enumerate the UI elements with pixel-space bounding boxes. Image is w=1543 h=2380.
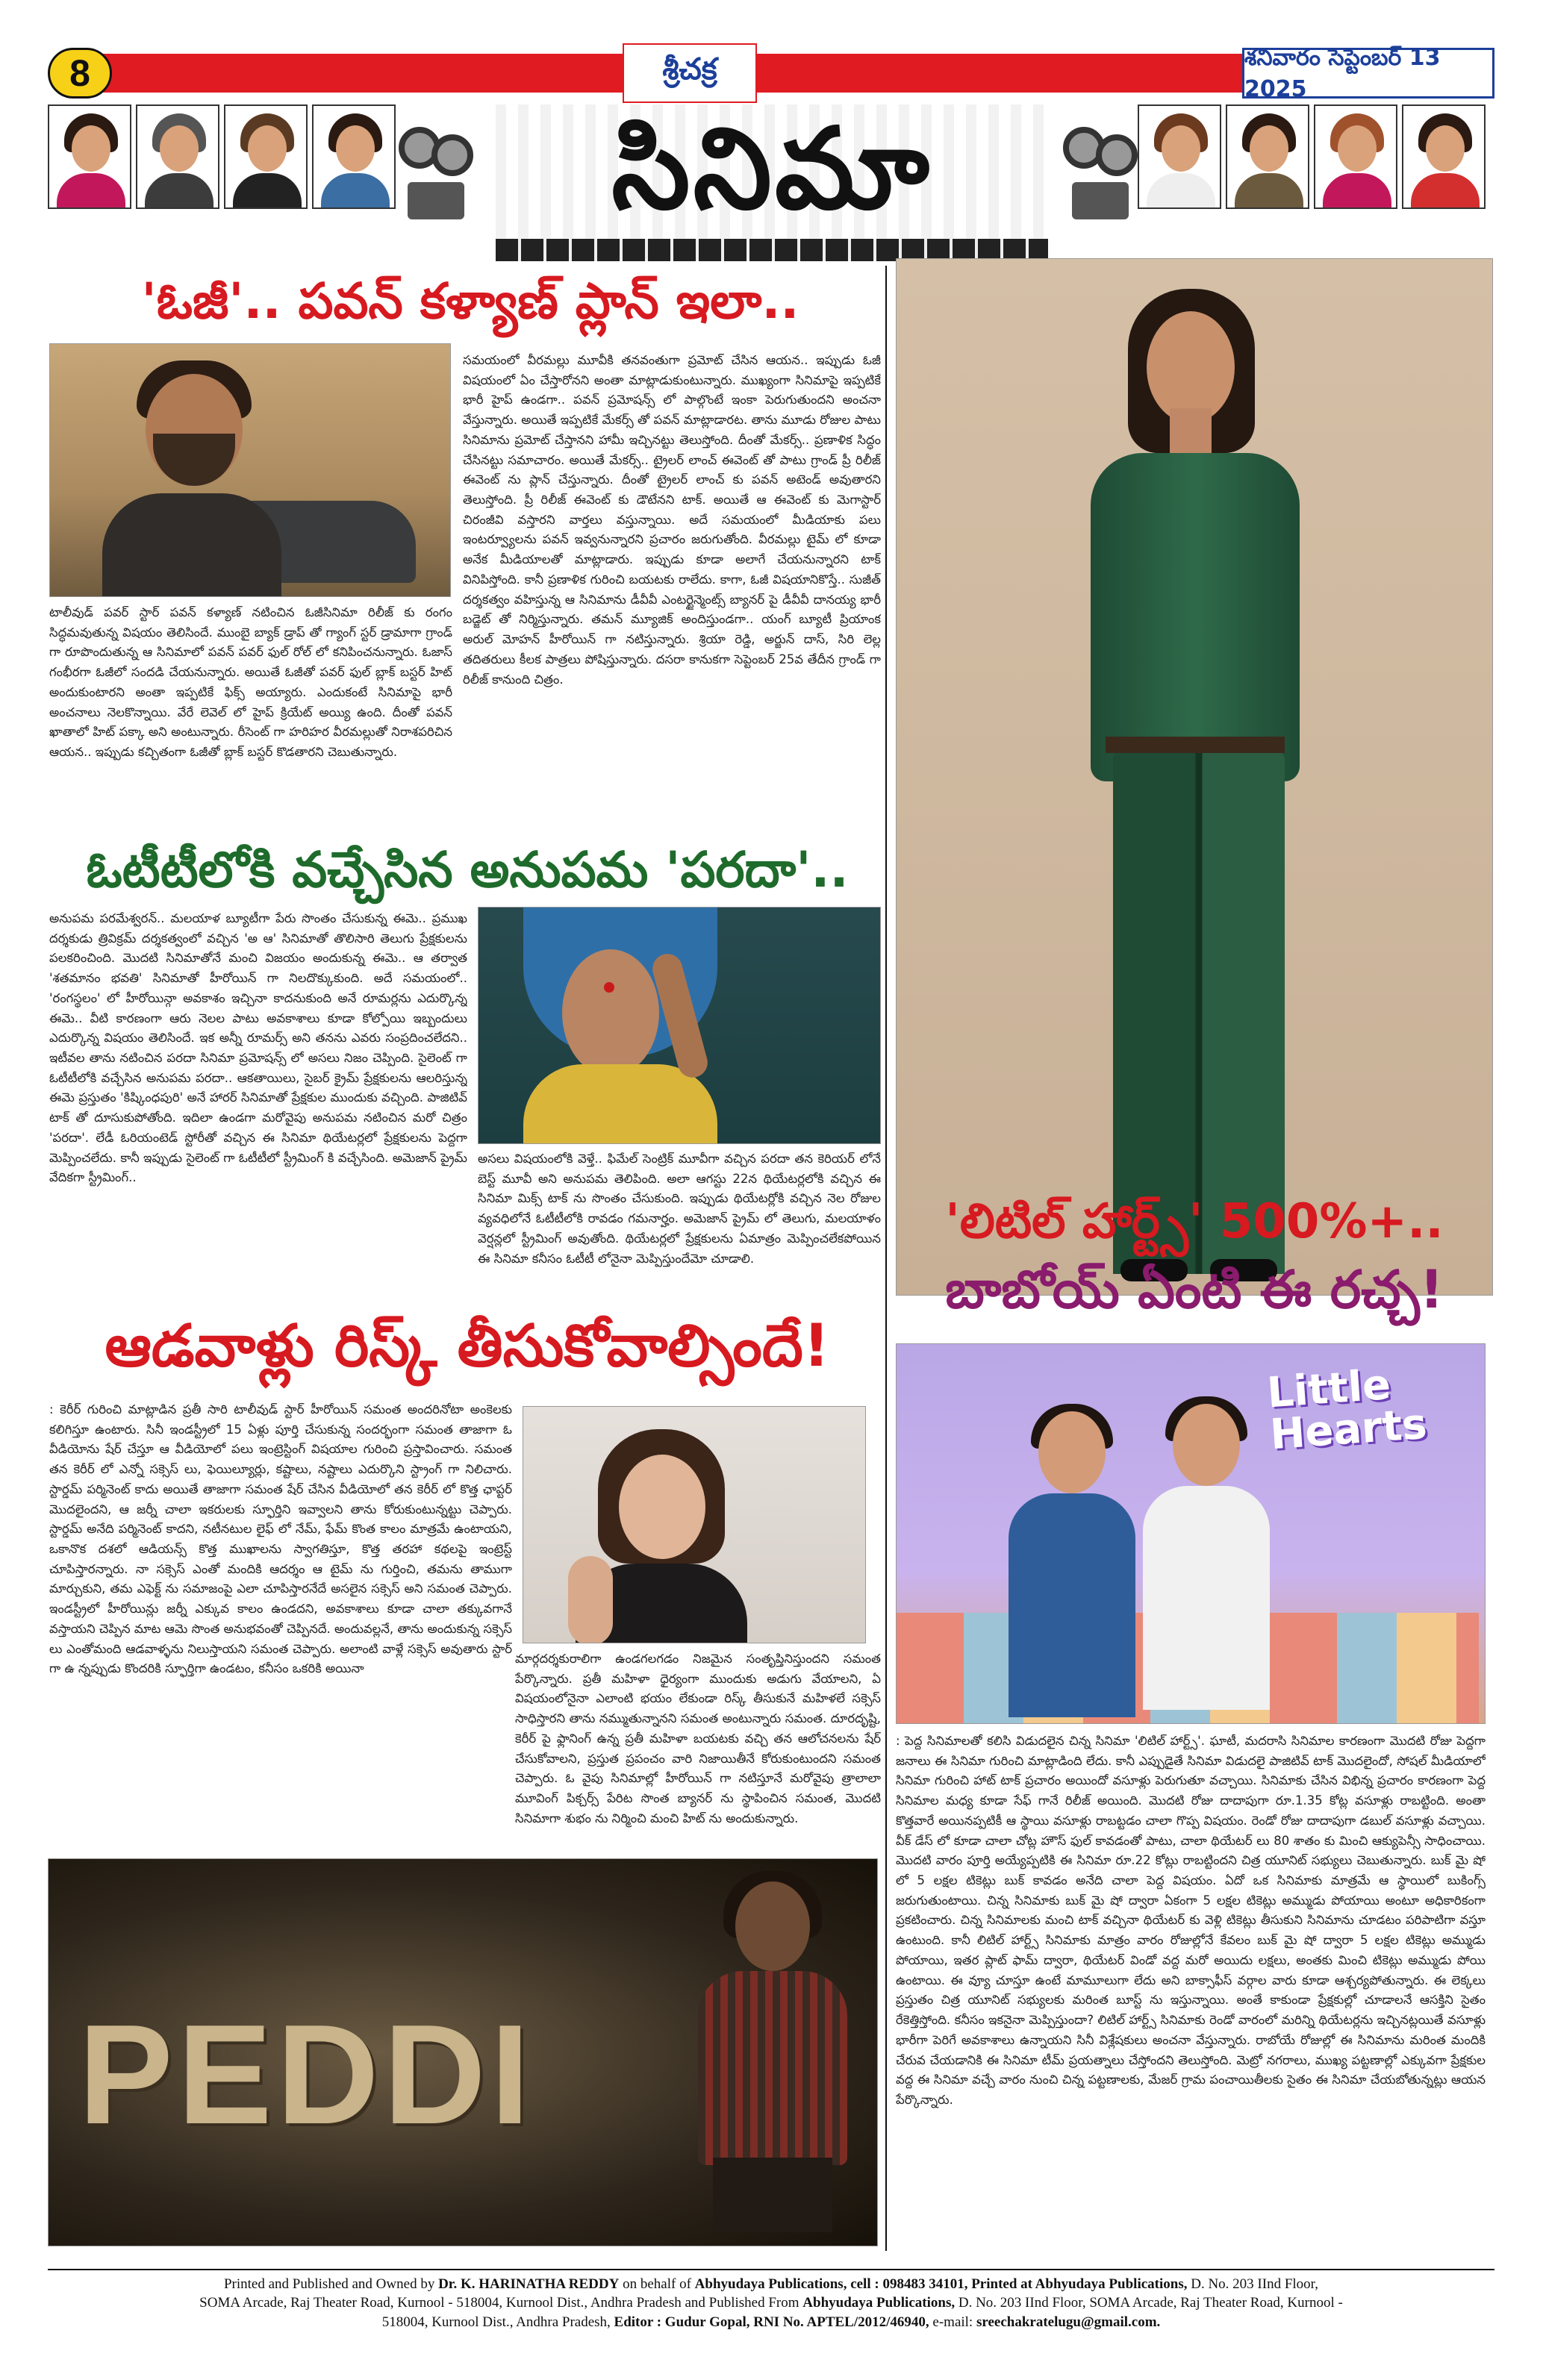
article-subheadline[interactable]: బాబోయ్ ఏంటి ఈ రచ్చ! [945, 1259, 1444, 1320]
movie-poster [48, 1858, 878, 2246]
article-body: : పెద్ద సినిమాలతో కలిసి విడుదలైన చిన్న సినిమా 'లిటిల్ హార్ట్స్'. ఘాటీ, మదరాసి సినిమాల కారణంగా మొదటి రోజు పెద్దగా జనాలు ఈ సినిమా గురించి మాట్లాడింది లేదు. కానీ ఎప్పుడైతే సినిమా విడుదలై పాజిటివ్ టాక్ మొదలైందో, సోషల్ మీడియాలో సినిమా గురించి హాట్ టాక్ ప్రచారం అయిందో వసూళ్లు పెరుగుతూ వచ్చాయి. సినిమాకు చేసిన విభిన్న ప్రచారం కారణంగా పెద్ద సినిమాల మధ్య కూడా సేఫ్ గానే రిలీజ్ అయింది. మొదటి రోజు దాదాపుగా రూ.1.35 కోట్ల వసూళ్లు రాబట్టింది. అంతా కొత్తవారే అయినప్పటికీ ఆ స్థాయి వసూళ్లు రాబట్టడం చాలా గొప్ప విషయం. రెండో రోజు దాదాపుగా డబుల్ వసూళ్లు వచ్చాయి. వీక్ డేస్ లో కూడా చాలా చోట్ల హౌస్ ఫుల్ కావడంతో పాటు, చాలా థియేటర్ లు 80 శాతం కు మించి ఆక్యుపెన్సీ సాధించాయి. మొదటి వారం పూర్తి అయ్యేప్పటికి ఈ సినిమా రూ.22 కోట్లు రాబట్టిందని చిత్ర యూనిట్ సభ్యులు చెబుతున్నారు. బుక్ మై షో లో 5 లక్షల టికెట్లు బుక్ కావడం అనేది చాలా పెద్ద విషయం. ఏదో ఒక సినిమాకు మాత్రమే ఆ స్థాయిలో బుకింగ్స్ జరుగుతుంటాయి. చిన్న సినిమాకు బుక్ మై షో ద్వారా ఏకంగా 5 లక్షల టికెట్లు అమ్ముడు పోయాయి అంటూ అధికారికంగా ప్రకటించారు. చిన్న సినిమాలకు మంచి టాక్ వచ్చినా థియేటర్ కు వెళ్లి టికెట్లు తీసుకుని సినిమాను చూడటం పరిపాటిగా వస్తూ ఉంటుంది. కానీ లిటిల్ హార్ట్స్ సినిమాకు మాత్రం వారం రోజుల్లోనే కేవలం బుక్ మై షో ద్వారా 5 లక్షల టికెట్లు అమ్ముడు పోయాయి, ఇతర ప్లాట్ ఫామ్ ద్వారా, థియేటర్ విండో వద్ద మరో అయిదు లక్షలు, అంతకు మించి టికెట్లు అమ్ముడు పోయి ఉంటాయి. ఈ వ్యూ చూస్తూ ఉంటే మామూలుగా లేదు అని బాక్సాఫీస్ వర్గాల వారు కూడా ఆశ్చర్యపోతున్నారు. ఈ లెక్కలు ప్రస్తుతం చిత్ర యూనిట్ సభ్యులకు మరింత బూస్ట్ ను ఇస్తున్నాయి. అంతే కాకుండా ప్రేక్షకుల్లో చూడాలనే ఆసక్తిని సైతం రేకెత్తిస్తోంది. కనీసం ఇకనైనా మెప్పిస్తుందా? లిటిల్ హార్ట్స్ సినిమాకు రెండో వారంలో మరిన్ని థియేటర్లను ఇచ్చినట్లయితే వసూళ్లు భారీగా పెరిగే అవకాశాలు ఉన్నాయని సినీ విశ్లేషకులు అంచనా వేస్తున్నారు. రాబోయే రోజుల్లో ఈ సినిమాను మరింత మందికి చేరువ చేయడానికి ఈ సినిమా టీమ్ ప్రయత్నాలు చేస్తోందని తెలుస్తోంది. మెట్రో నగరాలు, ముఖ్య పట్టణాల్లో ఎక్కువగా ప్రేక్షకుల వద్ద ఈ సినిమా వచ్చే వారం నుంచి చిన్న పట్టణాలకు, మేజర్ గ్రామ పంచాయితీలకు సైతం ఈ సినిమా చేయబోతున్నట్లు ఆయన పేర్కొన్నారు. [896, 1734, 1486, 2107]
celebrity-portrait [1138, 104, 1221, 209]
celebrity-portrait [136, 104, 219, 209]
article-body: అనుపమ పరమేశ్వరన్.. మలయాళ బ్యూటీగా పేరు సొంతం చేసుకున్న ఈమె.. ప్రముఖ దర్శకుడు త్రివిక్రమ్ దర్శకత్వంలో వచ్చిన 'అ ఆ' సినిమాతో తొలిసారి తెలుగు ప్రేక్షకులను పలకరించింది. మొదటి సినిమాతోనే మంచి విజయం అందుకున్న ఈమె.. ఆ తర్వాత 'శతమానం భవతి' సినిమాతో హీరోయిన్ గా నిలదొక్కుకుంది. అదే సమయంలో.. 'రంగస్థలం' లో హీరోయిన్గా అవకాశం ఇచ్చినా కాదనుకుంది అనే రూమర్లను ఎదుర్కొన్న ఈమె.. వీటి కారణంగా ఆరు నెలల పాటు అవకాశాలు కూడా కోల్పోయి ఇబ్బందులు ఎదుర్కొన్న విషయం తెలిసిందే. ఇక అన్నీ రూమర్స్ అని తనను ఎవరు సంప్రదించలేదని.. ఇటీవల తాను నటించిన పరదా సినిమా ప్రమోషన్స్ లో అసలు నిజం చెప్పింది. సైలెంట్ గా ఓటీటీలోకి వచ్చేసిన అనుపమ పరదా.. ఆకతాయిలు, సైబర్ క్రైమ్ ప్రేక్షకులను ఆలరిస్తున్న ఈమె ప్రస్తుతం 'కిష్కింధపురి' అనే హారర్ సినిమాతో ప్రేక్షకుల ముందుకు వచ్చింది. పాజిటివ్ టాక్ తో దూసుకుపోతోంది. ఇదిలా ఉండగా మరోవైపు అనుపమ నటించిన మరో చిత్రం 'పరదా'. లేడీ ఓరియంటెడ్ స్టోరీతో వచ్చిన ఈ సినిమా థియేటర్లలో ప్రేక్షకులను పెద్దగా మెప్పించలేదు. కానీ ఇప్పుడు సైలెంట్ గా ఓటీటీలో స్ట్రీమింగ్ కి వచ్చేసింది. అమెజాన్ ప్రైమ్ వేదికగా స్ట్రీమింగ్.. [49, 911, 467, 1185]
imprint-line: Printed and Published and Owned by Dr. K. HARINATHA REDDY on behalf of Abhyudaya Publications, cell : 098483 34101, Printed at Abhyudaya Publications, D. No. 203 IInd Floor, [223, 2276, 1318, 2292]
imprint-footer [48, 2269, 1494, 2363]
imprint-line: SOMA Arcade, Raj Theater Road, Kurnool - 518004, Kurnool Dist., Andhra Pradesh and Published From Abhyudaya Publications, D. No. 203 IInd Floor, SOMA Arcade, Raj Theater Road, Kurnool - [199, 2295, 1343, 2311]
movie-title-art: Little Hearts [1265, 1361, 1429, 1460]
celebrity-portrait [224, 104, 308, 209]
brand-name: శ్రీచక్ర [662, 52, 717, 87]
article-headline[interactable]: ఓటీటీలోకి వచ్చేసిన అనుపమ 'పరదా'.. [86, 841, 849, 899]
imprint-line: 518004, Kurnool Dist., Andhra Pradesh, Editor : Gudur Gopal, RNI No. APTEL/2012/46940, e-mail: sreechakratelugu@gmail.com. [381, 2314, 1161, 2330]
article-headline[interactable]: 'ఓజీ'.. పవన్ కళ్యాణ్ ప్లాన్ ఇలా.. [141, 272, 799, 330]
cinema-banner [48, 104, 1494, 261]
article-headline[interactable]: 'లిటిల్ హార్ట్స్' 500%+.. [945, 1194, 1444, 1249]
feature-photo [896, 258, 1493, 1296]
film-projector-icon [1063, 127, 1138, 231]
article-body: సమయంలో వీరమల్లు మూవీకి తనవంతుగా ప్రమోట్ చేసిన ఆయన.. ఇప్పుడు ఓజీ విషయంలో ఏం చేస్తారోనని అంతా మాట్లాడుకుంటున్నారు. ముఖ్యంగా సినిమాపై ఇప్పటికే భారీ హైప్ ఉండగా.. పవన్ ప్రమోషన్స్ లో పాల్గొంటే ఇంకా పెరుగుతుందని అంచనా వేస్తున్నారు. అయితే ఇప్పటికే మేకర్స్ తో పవన్ మాట్లాడారట. తాను మూడు రోజుల పాటు సినిమాను ప్రమోట్ చేస్తానని హామీ ఇచ్చినట్టు తెలుస్తోంది. దీంతో మేకర్స్.. ప్రణాళిక సిద్ధం చేసినట్టు సమాచారం. అయితే మేకర్స్.. ట్రైలర్ లాంచ్ ఈవెంట్ తో పాటు గ్రాండ్ ప్రీ రిలీజ్ ఈవెంట్ ను ప్లాన్ చేస్తున్నారు. దీంతో ట్రైలర్ లాంచ్ కు పవన్ అటెండ్ అవుతారని తెలుస్తోంది. ప్రీ రిలీజ్ ఈవెంట్ కు డౌటేనని టాక్. అయితే ఆ ఈవెంట్ కు మెగాస్టార్ చిరంజీవి వస్తారని వార్తలు వస్తున్నాయి. అదే సమయంలో మీడియాకు పలు ఇంటర్వ్యూలను పవన్ ఇవ్వనున్నారని ప్రచారం జరుగుతోంది. వీరమల్లు టైమ్ లో కూడా అనేక మీడియాలతో మాట్లాడారు. ఇప్పుడు కూడా అలాగే చేయనున్నారని టాక్ వినిపిస్తోంది. కానీ ప్రణాళిక గురించి బయటకు రాలేదు. కాగా, ఓజీ విషయానికొస్తే.. సుజీత్ దర్శకత్వం వహిస్తున్న ఆ సినిమాను డీవీవీ ఎంటర్టైన్మెంట్స్ బ్యానర్ పై డీవీవీ దానయ్య భారీ బడ్జెట్ తో నిర్మిస్తున్నారు. తమన్ మ్యూజిక్ అందిస్తుండగా.. యంగ్ బ్యూటీ ప్రియాంక అరుల్ మోహన్ హీరోయిన్ గా నటిస్తున్నారు. శ్రియా రెడ్డి, అర్జున్ దాస్, సిరి లెల్ల తదితరులు కీలక పాత్రలు పోషిస్తున్నారు. దసరా కానుకగా సెప్టెంబర్ 25వ తేదీన గ్రాండ్ గా రిలీజ్ కానుంది చిత్రం. [463, 353, 881, 687]
celebrity-portrait [312, 104, 396, 209]
section-title: సినిమా [496, 104, 1048, 261]
celebrity-portrait [48, 104, 131, 209]
issue-date: శనివారం సెప్టెంబర్ 13 2025 [1242, 48, 1494, 99]
celebrity-portrait [1402, 104, 1486, 209]
movie-title-art: PEDDI [78, 1996, 534, 2154]
article-body: మార్గదర్శకురాలిగా ఉండగలగడం నిజమైన సంతృప్తినిస్తుందని సమంత పేర్కొన్నారు. ప్రతీ మహిళా ధైర్యంగా ముందుకు అడుగు వేయాలని, ఏ విషయంలోనైనా ఎలాంటి భయం లేకుండా రిస్క్ తీసుకునే మహిళలే సక్సెస్ సాధిస్తారని తాను నమ్ముతున్నానని సమంత అంటున్నారు సమంత. దూరదృష్టి, కెరీర్ పై ఫ్లానింగ్ ఉన్న ప్రతీ మహిళా బయటకు వచ్చి తన ఆలోచనలను షేర్ చేసుకోవాలని, ప్రస్తుత ప్రపంచం వారి నిజాయితీనే కోరుకుంటుందని సమంత చెప్పారు. ఓ వైపు సినిమాల్లో హీరోయిన్ గా నటిస్తూనే మరోవైపు త్రాలాలా మూవింగ్ పిక్చర్స్ పేరిట సొంత బ్యానర్ ను స్థాపించిన సమంత, మొదటి సినిమాగా శుభం ను నిర్మించి మంచి హిట్ ను అందుకున్నారు. [515, 1652, 881, 1825]
page-number: 8 [48, 48, 112, 99]
article-headline[interactable]: ఆడవాళ్లు రిస్క్ తీసుకోవాల్సిందే! [105, 1313, 830, 1380]
article-photo [478, 907, 881, 1144]
article-photo [523, 1406, 866, 1643]
article-photo [49, 343, 451, 597]
article-body: : కెరీర్ గురించి మాట్లాడిన ప్రతీ సారి టాలీవుడ్ స్టార్ హీరోయిన్ సమంత అందరినోటా అంకెలకు కలిగిస్తూ ఉంటారు. సినీ ఇండస్ట్రీలో 15 ఏళ్లు పూర్తి చేసుకున్న సందర్భంగా సమంత తాజాగా ఓ వీడియోను షేర్ చేస్తూ ఆ వీడియోలో పలు ఇంట్రెస్టింగ్ విషయాల గురించి ప్రస్తావించారు. సమంత తన కెరీర్ లో ఎన్నో సక్సెస్ లు, ఫెయిల్యూర్లు, కష్టాలు, నష్టాలు ఎదుర్కొని స్ట్రాంగ్ గా నిలిచారు. స్టార్డమ్ పర్మినెంట్ కాదు అయితే తాజాగా సమంత షేర్ చేసిన వీడియోలో తన కెరీర్ లో కొత్త ఛాప్టర్ మొదలైందని, ఆ జర్నీ చాలా ఇకరులకు స్ఫూర్తిని ఇవ్వాలని తాను కోరుకుంటున్నట్టు చెప్పారు. స్టార్డమ్ అనేది పర్మినెంట్ కాదని, నటీనటుల లైఫ్ లో నేమ్, ఫేమ్ కొంత కాలం మాత్రమే ఉంటాయని, ఒకానొక దశలో ఆడియన్స్ కొత్త ముఖాలను స్వాగతిస్తూ, కొత్త తరహా కథలపై ఇంట్రెస్ట్ చూపిస్తారన్నారు. నా సక్సెస్ ఎంతో మందికి ఆదర్శం ఆ టైమ్ ను గుర్తించి, తమను తాముగా మార్చుకుని, తమ ఎఫెక్ట్ ను సమాజంపై ఎలా చూపిస్తారనేదే అసలైన సక్సెస్ అని సమంత చెప్పారు. ఇండస్ట్రీలో హీరోయిన్లు జర్నీ ఎక్కువ కాలం ఉండదని, అవకాశాలు కూడా చాలా తక్కువగానే వస్తాయని చెప్పిన మాట ఆమె సొంత అనుభవంతో చెప్పినదే. అందువల్లనే, తాను అందుకున్న సక్సెస్ లు ఎంతోమంది ఆడవాళ్ళను నిలుస్తాయని సమంత చెప్పారు. అలాంటి వాళ్లే సక్సెస్ అవుతారు స్టార్ గా ఉ న్నప్పుడు కొందరికి స్ఫూర్తిగా ఉండటం, కనీసం ఒకరికి అయినా [49, 1402, 512, 1676]
celebrity-portrait [1314, 104, 1397, 209]
article-photo [896, 1343, 1486, 1724]
column-divider [885, 266, 887, 2251]
brand-logo[interactable] [623, 43, 757, 103]
article-body: టాలీవుడ్ పవర్ స్టార్ పవన్ కళ్యాణ్ నటించిన ఓజీసినిమా రిలీజ్ కు రంగం సిద్ధమవుతున్న విషయం తెలిసిందే. ముంబై బ్యాక్ డ్రాప్ తో గ్యాంగ్ స్టర్ డ్రామాగా గ్రాండ్ గా రూపొందుతున్న ఆ సినిమాలో పవన్ పవర్ ఫుల్ రోల్ లో కనిపించనున్నారు. ఓజాస్ గంభీరగా ఓజీలో సందడి చేయనున్నారు. అయితే ఓజీతో పవర్ ఫుల్ బ్లాక్ బస్టర్ హిట్ అందుకుంటారని అంతా ఇప్పటికే ఫిక్స్ అయ్యారు. ఎందుకంటే సినిమాపై భారీ అంచనాలు నెలకొన్నాయి. వేరే లెవెల్ లో హైప్ క్రియేట్ అయ్యి ఉంది. దీంతో పవన్ ఖాతాలో హిట్ పక్కా అని అంటున్నారు. రీసెంట్ గా హరిహర వీరమల్లుతో నిరాశపరిచిన ఆయన.. ఇప్పుడు కచ్చితంగా ఓజీతో బ్లాక్ బస్టర్ కొడతారని చెబుతున్నారు. [49, 605, 452, 760]
article-body: అసలు విషయంలోకి వెళ్తే.. ఫిమేల్ సెంట్రిక్ మూవీగా వచ్చిన పరదా తన కెరియర్ లోనే బెస్ట్ మూవీ అని అనుపమ తెలిపింది. అలా ఆగస్టు 22న థియేటర్లలోకి వచ్చిన ఈ సినిమా మిక్స్ టాక్ ను సొంతం చేసుకుంది. ఇప్పుడు థియేటర్లోకి వచ్చిన నెల రోజుల వ్యవధిలోనే ఓటీటీలోకి రావడం గమనార్హం. అమెజాన్ ప్రైమ్ లో తెలుగు, మలయాళం వెర్షన్లలో స్ట్రీమింగ్ అవుతోంది. థియేటర్లలో ప్రేక్షకులను ఏమాత్రం మెప్పించలేకపోయిన ఈ సినిమా కనీసం ఓటీటీ లోనైనా మెప్పిస్తుందేమో చూడాలి. [478, 1152, 881, 1266]
masthead-bar [48, 44, 1494, 102]
contact-email[interactable]: sreechakratelugu@gmail.com. [976, 2314, 1161, 2330]
celebrity-portrait [1226, 104, 1309, 209]
film-projector-icon [399, 127, 473, 231]
